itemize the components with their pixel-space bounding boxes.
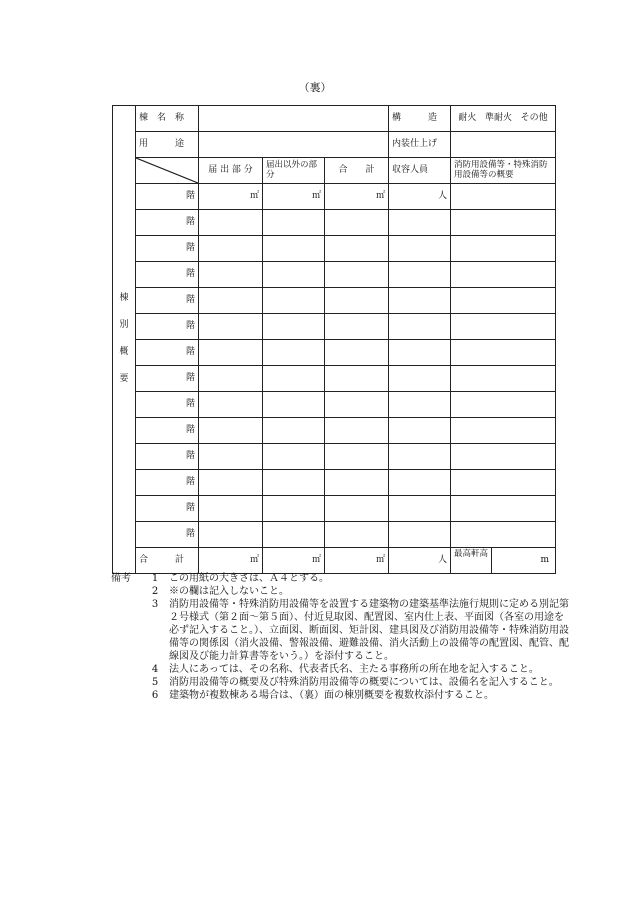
other-area-field[interactable] <box>263 392 325 418</box>
remarks-section <box>111 572 571 702</box>
total-area-field[interactable] <box>325 418 389 444</box>
building-name-field[interactable] <box>199 106 389 132</box>
total-area-field[interactable] <box>325 444 389 470</box>
reported-area-field[interactable] <box>199 236 263 262</box>
remarks-label: 備考 <box>111 573 131 584</box>
other-area-field[interactable] <box>263 340 325 366</box>
remark-item <box>111 689 571 702</box>
capacity-field[interactable] <box>389 522 451 548</box>
remark-text: ※の欄は記入しないこと。 <box>169 586 289 597</box>
total-row <box>113 548 556 574</box>
total-area-field[interactable] <box>325 210 389 236</box>
capacity-field[interactable] <box>389 392 451 418</box>
max-eaves-height-cell[interactable] <box>451 548 556 574</box>
other-area-field[interactable] <box>263 210 325 236</box>
remark-number: 6 <box>151 690 159 701</box>
structure-label: 構 造 <box>389 106 451 132</box>
capacity-field[interactable] <box>389 314 451 340</box>
other-area-field[interactable] <box>263 288 325 314</box>
building-summary-side-label: 棟 別 概 要 <box>113 106 136 574</box>
other-area-field[interactable] <box>263 262 325 288</box>
total-area-field[interactable] <box>325 470 389 496</box>
other-area-field[interactable] <box>263 418 325 444</box>
remarks-label-spacer <box>111 585 141 598</box>
total-total-area[interactable]: ㎡ <box>325 548 389 574</box>
total-area-field[interactable] <box>325 262 389 288</box>
floor-label: 階 <box>136 288 199 314</box>
capacity-field[interactable] <box>389 340 451 366</box>
floor-label: 階 <box>136 392 199 418</box>
reported-area-field[interactable] <box>199 444 263 470</box>
reported-area-field[interactable] <box>199 366 263 392</box>
interior-finish-field[interactable] <box>451 132 556 158</box>
other-area-field[interactable] <box>263 444 325 470</box>
reported-area-field[interactable] <box>199 392 263 418</box>
remark-number: 4 <box>151 664 159 675</box>
capacity-field[interactable] <box>389 288 451 314</box>
floor-row <box>113 418 556 444</box>
remark-text: 消防用設備等の概要及び特殊消防用設備等の概要については、設備名を記入すること。 <box>169 677 559 688</box>
capacity-field[interactable] <box>389 262 451 288</box>
floor-row <box>113 366 556 392</box>
total-other-area[interactable]: ㎡ <box>263 548 325 574</box>
other-area-field[interactable] <box>263 522 325 548</box>
floor-label: 階 <box>136 444 199 470</box>
total-area-field[interactable] <box>325 288 389 314</box>
structure-option-fireproof[interactable]: 耐火 <box>458 112 477 123</box>
total-area-field[interactable]: ㎡ <box>325 184 389 210</box>
remark-text: 法人にあっては、その名称、代表者氏名、主たる事務所の所在地を記入すること。 <box>169 664 539 675</box>
floor-row <box>113 210 556 236</box>
equipment-summary-field[interactable] <box>451 184 556 210</box>
page-title: （裏） <box>298 81 332 94</box>
total-area-field[interactable] <box>325 392 389 418</box>
building-summary-table <box>112 105 556 574</box>
reported-portion-header: 届 出 部 分 <box>199 158 263 184</box>
remark-item <box>111 572 571 585</box>
capacity-field[interactable] <box>389 496 451 522</box>
remarks-label-spacer <box>111 689 141 702</box>
equipment-summary-field[interactable] <box>451 236 556 262</box>
interior-finish-label: 内装仕上げ <box>389 132 451 158</box>
floor-row <box>113 522 556 548</box>
floor-label: 階 <box>136 210 199 236</box>
floor-label: 階 <box>136 184 199 210</box>
floor-label: 階 <box>136 496 199 522</box>
remark-number: 1 <box>151 573 159 584</box>
reported-area-field[interactable] <box>199 314 263 340</box>
total-capacity[interactable]: 人 <box>389 548 451 574</box>
diagonal-line <box>136 158 198 183</box>
reported-area-field[interactable] <box>199 522 263 548</box>
capacity-field[interactable] <box>389 418 451 444</box>
remark-number: 5 <box>151 677 159 688</box>
floor-row <box>113 314 556 340</box>
equipment-summary-field[interactable] <box>451 496 556 522</box>
capacity-field[interactable] <box>389 236 451 262</box>
total-row-label: 合 計 <box>136 548 199 574</box>
remark-text: 消防用設備等・特殊消防用設備等を設置する建築物の建築基準法施行規則に定める別記第２号様式（第２面～第５面）、付近見取図、配置図、室内仕上表、平面図（各室の用途を必ず記入すること。）、立面図、断面図、矩計図、建具図及び消防用設備等・特殊消防用設備等の関係図（消火設備、警報設備、避難設備、消火活動上の設備等の配置図、配管、配線図及び能力計算書等をいう。）を添付すること。 <box>169 599 569 662</box>
other-area-field[interactable] <box>263 470 325 496</box>
floor-row <box>113 236 556 262</box>
reported-area-field[interactable] <box>199 262 263 288</box>
equipment-summary-field[interactable] <box>451 210 556 236</box>
use-field[interactable] <box>199 132 389 158</box>
capacity-field[interactable] <box>389 366 451 392</box>
reported-area-field[interactable] <box>199 340 263 366</box>
total-area-field[interactable] <box>325 314 389 340</box>
floor-label: 階 <box>136 418 199 444</box>
floor-label: 階 <box>136 236 199 262</box>
equipment-summary-field[interactable] <box>451 340 556 366</box>
structure-option-quasi-fireproof[interactable]: 準耐火 <box>484 112 512 123</box>
total-area-field[interactable] <box>325 522 389 548</box>
equipment-summary-field[interactable] <box>451 262 556 288</box>
structure-options[interactable] <box>451 106 556 132</box>
remark-number: 2 <box>151 586 159 597</box>
total-reported-area[interactable]: ㎡ <box>199 548 263 574</box>
remark-item <box>111 676 571 689</box>
remark-text: この用紙の大きさは、Ａ４とする。 <box>169 573 329 584</box>
diagonal-header-cell <box>136 158 199 184</box>
reported-area-field[interactable] <box>199 470 263 496</box>
remark-number: 3 <box>151 599 159 610</box>
equipment-summary-field[interactable] <box>451 444 556 470</box>
equipment-summary-field[interactable] <box>451 418 556 444</box>
building-name-label: 棟 名 称 <box>136 106 199 132</box>
floor-label: 階 <box>136 522 199 548</box>
reported-area-field[interactable] <box>199 418 263 444</box>
equipment-summary-field[interactable] <box>451 470 556 496</box>
floor-row <box>113 470 556 496</box>
remark-text: 建築物が複数棟ある場合は、（裏）面の棟別概要を複数枚添付すること。 <box>169 690 494 701</box>
total-area-field[interactable] <box>325 340 389 366</box>
reported-area-field[interactable] <box>199 496 263 522</box>
capacity-field[interactable] <box>389 444 451 470</box>
remark-item <box>111 663 571 676</box>
use-row <box>113 132 556 158</box>
other-portion-header: 届出以外の部分 <box>263 158 325 184</box>
max-eaves-height-label: 最高軒高 <box>451 548 492 573</box>
capacity-field[interactable] <box>389 470 451 496</box>
floor-label: 階 <box>136 470 199 496</box>
other-area-field[interactable] <box>263 236 325 262</box>
floor-row <box>113 184 556 210</box>
equipment-summary-field[interactable] <box>451 288 556 314</box>
reported-area-field[interactable] <box>199 210 263 236</box>
equipment-summary-header: 消防用設備等・特殊消防用設備等の概要 <box>451 158 556 184</box>
floor-label: 階 <box>136 366 199 392</box>
remark-item <box>111 598 571 663</box>
other-area-field[interactable] <box>263 366 325 392</box>
total-header: 合 計 <box>325 158 389 184</box>
equipment-summary-field[interactable] <box>451 392 556 418</box>
remarks-label-spacer <box>111 676 141 689</box>
floor-row <box>113 340 556 366</box>
capacity-field[interactable]: 人 <box>389 184 451 210</box>
max-eaves-height-value[interactable]: m <box>540 554 549 565</box>
floor-label: 階 <box>136 340 199 366</box>
total-area-field[interactable] <box>325 236 389 262</box>
total-area-field[interactable] <box>325 366 389 392</box>
floor-row <box>113 392 556 418</box>
reported-area-field[interactable] <box>199 288 263 314</box>
remark-item <box>111 585 571 598</box>
remarks-label-spacer <box>111 663 141 676</box>
floor-row <box>113 288 556 314</box>
structure-option-other[interactable]: その他 <box>520 112 548 123</box>
equipment-summary-field[interactable] <box>451 522 556 548</box>
floor-row <box>113 496 556 522</box>
building-name-row <box>113 106 556 132</box>
other-area-field[interactable]: ㎡ <box>263 184 325 210</box>
floor-label: 階 <box>136 314 199 340</box>
equipment-summary-field[interactable] <box>451 314 556 340</box>
total-area-field[interactable] <box>325 496 389 522</box>
remarks-label-spacer <box>111 598 141 663</box>
floor-label: 階 <box>136 262 199 288</box>
capacity-field[interactable] <box>389 210 451 236</box>
other-area-field[interactable] <box>263 496 325 522</box>
use-label: 用 途 <box>136 132 199 158</box>
column-header-row <box>113 158 556 184</box>
reported-area-field[interactable]: ㎡ <box>199 184 263 210</box>
capacity-header: 収容人員 <box>389 158 451 184</box>
floor-row <box>113 262 556 288</box>
other-area-field[interactable] <box>263 314 325 340</box>
equipment-summary-field[interactable] <box>451 366 556 392</box>
floor-row <box>113 444 556 470</box>
